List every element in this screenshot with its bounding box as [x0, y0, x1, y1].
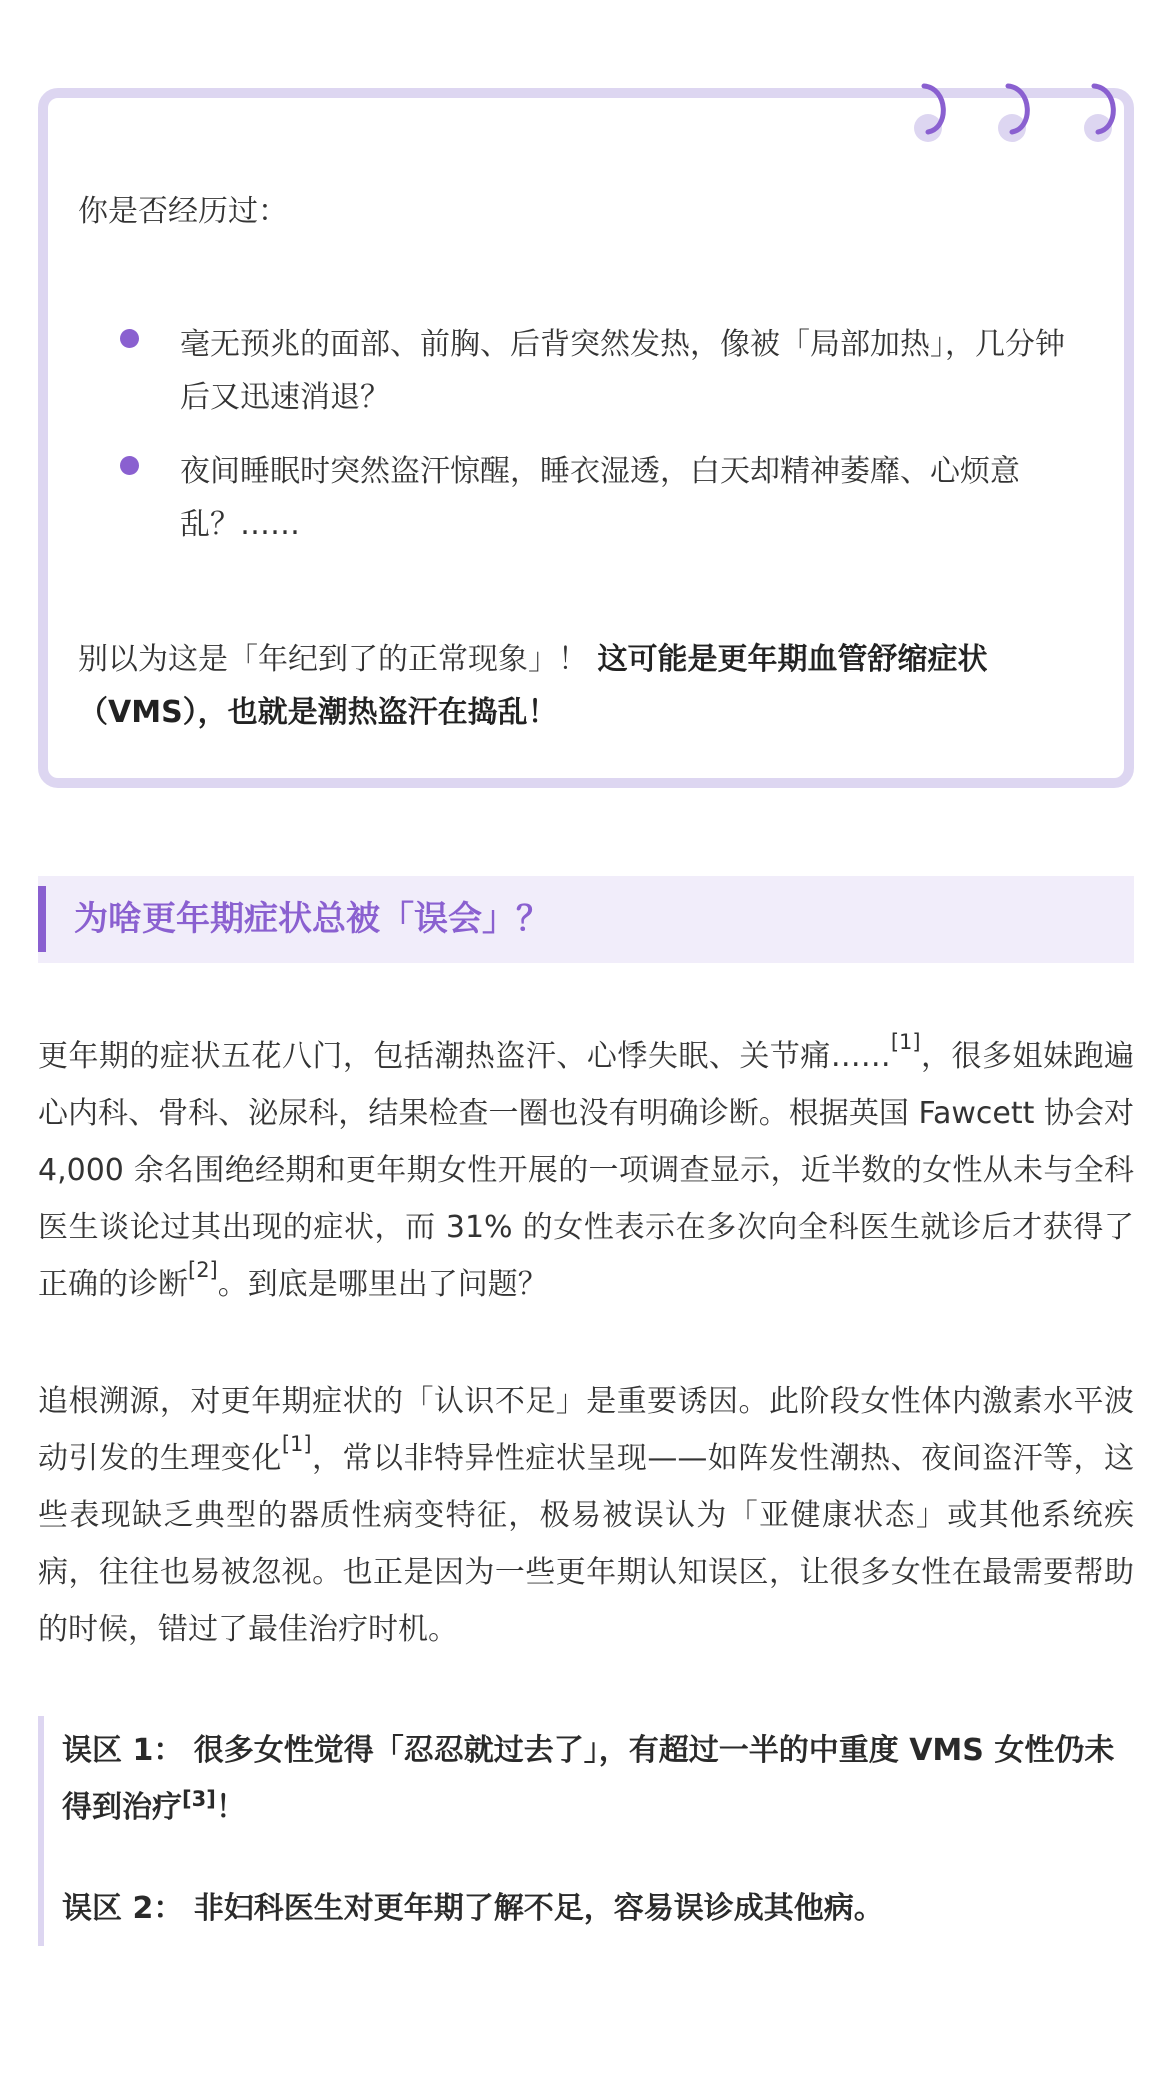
paragraph-text: 追根溯源，对更年期症状的「认识不足」是重要诱因。此阶段女性体内激素水平波动引发的生理变化 [38, 1384, 1134, 1476]
symptom-item [78, 318, 1088, 424]
binder-rings-decoration [890, 70, 1130, 170]
bullet-dot-icon [120, 456, 139, 475]
paragraph-text: ，很多姐妹跑遍心内科、骨科、泌尿科，结果检查一圈也没有明确诊断。根据英国 Fawcett 协会对 4,000 余名围绝经期和更年期女性开展的一项调查显示，近半数的女性从未与全科医生谈论过其出现的症状，而 31% 的女性表示在多次向全科医生就诊后才获得了正确的诊断 [38, 1039, 1135, 1302]
card-intro: 你是否经历过： [78, 194, 288, 229]
paragraph-text: 更年期的症状五花八门，包括潮热盗汗、心悸失眠、关节痛…… [38, 1039, 891, 1074]
section-heading [38, 876, 1134, 963]
bullet-dot-icon [120, 329, 139, 348]
reference-link[interactable]: [3] [182, 1787, 216, 1811]
myth-1 [62, 1722, 1134, 1836]
myth-1-end: ！ [215, 1790, 246, 1825]
myth-2: 误区 2： 非妇科医生对更年期了解不足，容易误诊成其他病。 [62, 1891, 884, 1926]
symptom-list [78, 318, 1088, 572]
symptom-text: 夜间睡眠时突然盗汗惊醒，睡衣湿透，白天却精神萎靡、心烦意乱？…… [180, 454, 1020, 542]
paragraph-text: ，常以非特异性症状呈现——如阵发性潮热、夜间盗汗等，这些表现缺乏典型的器质性病变特征，极易被误认为「亚健康状态」或其他系统疾病，往往也易被忽视。也正是因为一些更年期认知误区，让很多女性在最需要帮助的时候，错过了最佳治疗时机。 [38, 1441, 1135, 1647]
myth-1-text: 误区 1： 很多女性觉得「忍忍就过去了」，有超过一半的中重度 VMS 女性仍未得到治疗 [62, 1733, 1115, 1825]
section-accent-bar [38, 886, 46, 952]
warning-bold-text: 这可能是更年期血管舒缩症状（VMS），也就是潮热盗汗在捣乱！ [78, 642, 988, 730]
section-title: 为啥更年期症状总被「误会」？ [74, 899, 550, 939]
warning-plain-text: 别以为这是「年纪到了的正常现象」！ [78, 642, 588, 677]
symptom-text: 毫无预兆的面部、前胸、后背突然发热，像被「局部加热」，几分钟后又迅速消退？ [180, 327, 1065, 415]
paragraph-text: 。到底是哪里出了问题？ [217, 1267, 548, 1302]
reference-link[interactable]: [1] [890, 1030, 921, 1054]
quote-accent-bar [38, 1716, 44, 1946]
symptom-item [78, 445, 1088, 551]
paragraph-symptoms [38, 1028, 1134, 1313]
paragraph-cause [38, 1373, 1134, 1658]
reference-link[interactable]: [1] [281, 1432, 312, 1456]
card-warning [78, 633, 1098, 739]
myths-quote-block [38, 1716, 1134, 1946]
reference-link[interactable]: [2] [188, 1258, 218, 1282]
